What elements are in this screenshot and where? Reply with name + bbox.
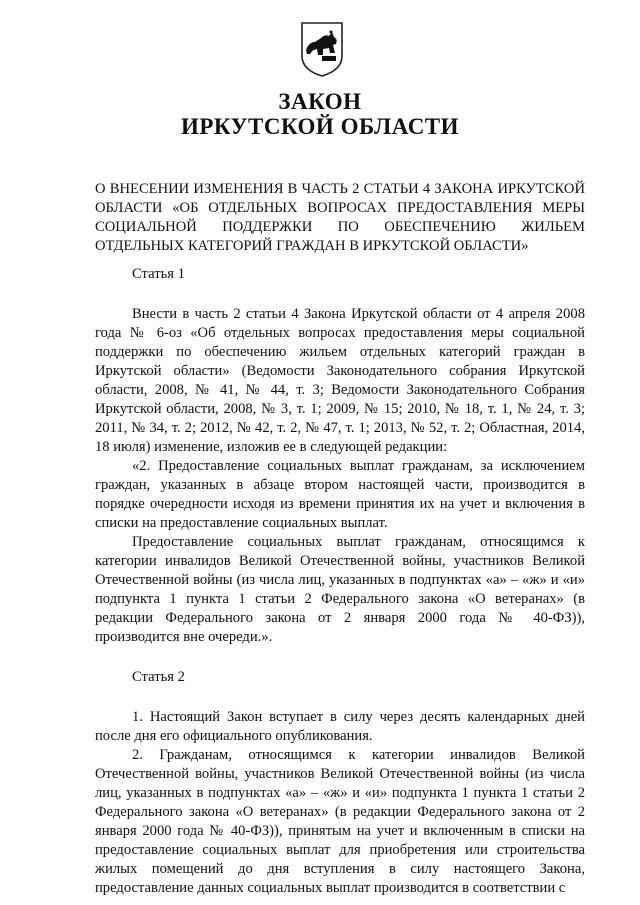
article-2-heading: Статья 2 xyxy=(132,669,185,685)
law-subject: О ВНЕСЕНИИ ИЗМЕНЕНИЯ В ЧАСТЬ 2 СТАТЬИ 4 ЗАКОНА ИРКУТСКОЙ ОБЛАСТИ «ОБ ОТДЕЛЬНЫХ ВОПРОСАХ ПРЕДОСТАВЛЕНИЯ МЕРЫ СОЦИАЛЬНОЙ ПОДДЕРЖКИ ПО ОБЕСПЕЧЕНИЮ ЖИЛЬЕМ ОТДЕЛЬНЫХ КАТЕГОРИЙ ГРАЖДАН В ИРКУТСКОЙ ОБЛАСТИ» xyxy=(95,181,585,254)
article-1-paragraph: «2. Предоставление социальных выплат гражданам, за исключением граждан, указанных в абзаце втором настоящей части, производится в порядке очередности исходя из времени принятия их на учет и включения в списки на предоставление социальных выплат. xyxy=(95,458,585,531)
coat-of-arms-icon xyxy=(299,20,345,78)
region-title: ИРКУТСКОЙ ОБЛАСТИ xyxy=(180,114,460,139)
article-2-paragraph: 1. Настоящий Закон вступает в силу через десять календарных дней после дня его официального опубликования. xyxy=(95,709,585,744)
law-body xyxy=(95,265,585,898)
law-title: ЗАКОН xyxy=(278,89,362,114)
article-1-heading: Статья 1 xyxy=(132,266,185,282)
article-1-paragraph: Внести в часть 2 статьи 4 Закона Иркутской области от 4 апреля 2008 года № 6-оз «Об отдельных вопросах предоставления меры социальной поддержки по обеспечению жильем отдельных категорий граждан в Иркутской области» (Ведомости Законодательного собрания Иркутской области, 2008, № 41, № 44, т. 3; Ведомости Законодательного Собрания Иркутской области, 2008, № 3, т. 1; 2009, № 15; 2010, № 18, т. 1, № 24, т. 3; 2011, № 34, т. 2; 2012, № 42, т. 2, № 47, т. 1; 2013, № 52, т. 2; Областная, 2014, 18 июля) изменение, изложив ее в следующей редакции: xyxy=(95,306,585,455)
article-1-paragraph: Предоставление социальных выплат гражданам, относящимся к категории инвалидов Великой Отечественной войны, участников Великой Отечественной войны (из числа лиц, указанных в подпунктах «а» – «ж» и «и» подпункта 1 пункта 1 статьи 2 Федерального закона «О ветеранах» (в редакции Федерального закона от 2 января 2000 года № 40-ФЗ)), производится вне очереди.». xyxy=(95,534,585,645)
article-2-paragraph: 2. Гражданам, относящимся к категории инвалидов Великой Отечественной войны, участников Великой Отечественной войны (из числа лиц, указанных в подпунктах «а» – «ж» и «и» подпункта 1 пункта 1 статьи 2 Федерального закона «О ветеранах» (в редакции Федерального закона от 2 января 2000 года № 40-ФЗ)), принятым на учет и включенным в списки на предоставление социальных выплат для приобретения или строительства жилых помещений до дня вступления в силу настоящего Закона, предоставление данных социальных выплат производится в соответствии с xyxy=(95,747,585,896)
